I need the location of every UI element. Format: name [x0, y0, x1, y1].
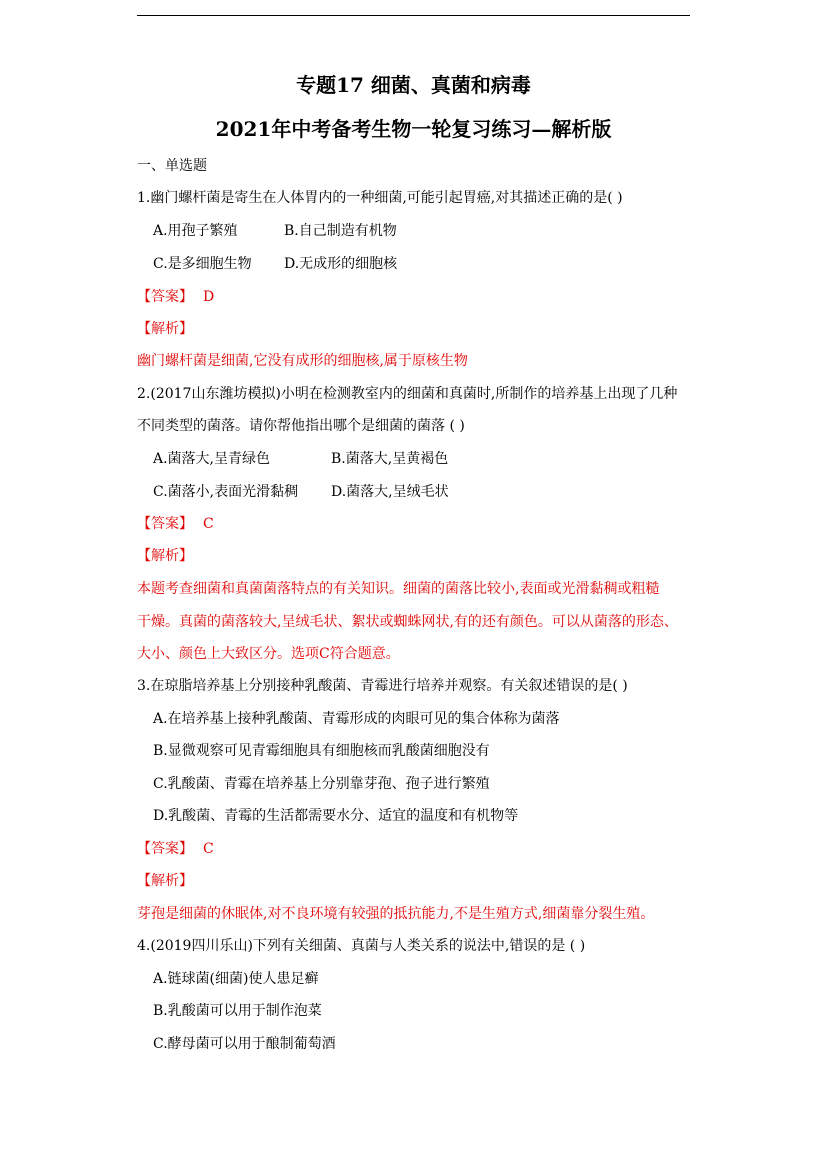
q3-option-c: C.乳酸菌、青霉在培养基上分别靠芽孢、孢子进行繁殖: [153, 776, 490, 792]
q2-analysis-line1: 本题考查细菌和真菌菌落特点的有关知识。细菌的菌落比较小,表面或光滑黏稠或粗糙: [137, 581, 660, 597]
q2-stem-line2: 不同类型的菌落。请你帮他指出哪个是细菌的菌落 ( ): [137, 418, 465, 434]
q4-option-c: C.酵母菌可以用于酿制葡萄酒: [153, 1036, 336, 1052]
q3-analysis: 芽孢是细菌的休眠体,对不良环境有较强的抵抗能力,不是生殖方式,细菌靠分裂生殖。: [137, 906, 655, 922]
q3-answer: [137, 840, 214, 858]
title-topic: 专题17 细菌、真菌和病毒: [296, 73, 531, 97]
answer-value: D: [203, 289, 215, 305]
q2-stem-line1: 2.(2017山东潍坊模拟)小明在检测教室内的细菌和真菌时,所制作的培养基上出现了几种: [137, 386, 678, 402]
q1-option-a: A.用孢子繁殖: [153, 223, 238, 239]
answer-value: C: [203, 516, 214, 532]
q2-option-d: D.菌落大,呈绒毛状: [331, 484, 449, 500]
q4-stem: 4.(2019四川乐山)下列有关细菌、真菌与人类关系的说法中,错误的是 ( ): [137, 938, 586, 954]
q2-analysis-line2: 干燥。真菌的菌落较大,呈绒毛状、絮状或蜘蛛网状,有的还有颜色。可以从菌落的形态、: [137, 614, 678, 630]
title-subtitle: 2021年中考备考生物一轮复习练习—解析版: [215, 117, 612, 141]
q2-option-a: A.菌落大,呈青绿色: [153, 451, 271, 467]
q3-stem: 3.在琼脂培养基上分别接种乳酸菌、青霉进行培养并观察。有关叙述错误的是( ): [137, 678, 628, 694]
q4-option-a: A.链球菌(细菌)使人患足癣: [153, 971, 319, 987]
q1-analysis-label: 【解析】: [137, 321, 193, 337]
q1-option-b: B.自己制造有机物: [284, 223, 397, 239]
q3-option-a: A.在培养基上接种乳酸菌、青霉形成的肉眼可见的集合体称为菌落: [153, 711, 560, 727]
q2-analysis-line3: 大小、颜色上大致区分。选项C符合题意。: [137, 646, 400, 662]
q2-answer: [137, 515, 214, 533]
answer-label: 【答案】: [137, 841, 193, 857]
q1-stem: 1.幽门螺杆菌是寄生在人体胃内的一种细菌,可能引起胃癌,对其描述正确的是( ): [137, 190, 623, 206]
answer-label: 【答案】: [137, 289, 193, 305]
answer-label: 【答案】: [137, 516, 193, 532]
q2-analysis-label: 【解析】: [137, 548, 193, 564]
section-heading: 一、单选题: [137, 158, 207, 174]
q1-option-d: D.无成形的细胞核: [284, 256, 398, 272]
q3-option-d: D.乳酸菌、青霉的生活都需要水分、适宜的温度和有机物等: [153, 808, 519, 824]
answer-value: C: [203, 841, 214, 857]
q1-analysis: 幽门螺杆菌是细菌,它没有成形的细胞核,属于原核生物: [137, 353, 468, 369]
q4-option-b: B.乳酸菌可以用于制作泡菜: [153, 1003, 322, 1019]
header-rule: [137, 15, 690, 16]
q3-option-b: B.显微观察可见青霉细胞具有细胞核而乳酸菌细胞没有: [153, 743, 490, 759]
q2-option-b: B.菌落大,呈黄褐色: [331, 451, 449, 467]
q1-answer: [137, 288, 214, 306]
q1-option-c: C.是多细胞生物: [153, 256, 252, 272]
q3-analysis-label: 【解析】: [137, 873, 193, 889]
q2-option-c: C.菌落小,表面光滑黏稠: [153, 484, 299, 500]
